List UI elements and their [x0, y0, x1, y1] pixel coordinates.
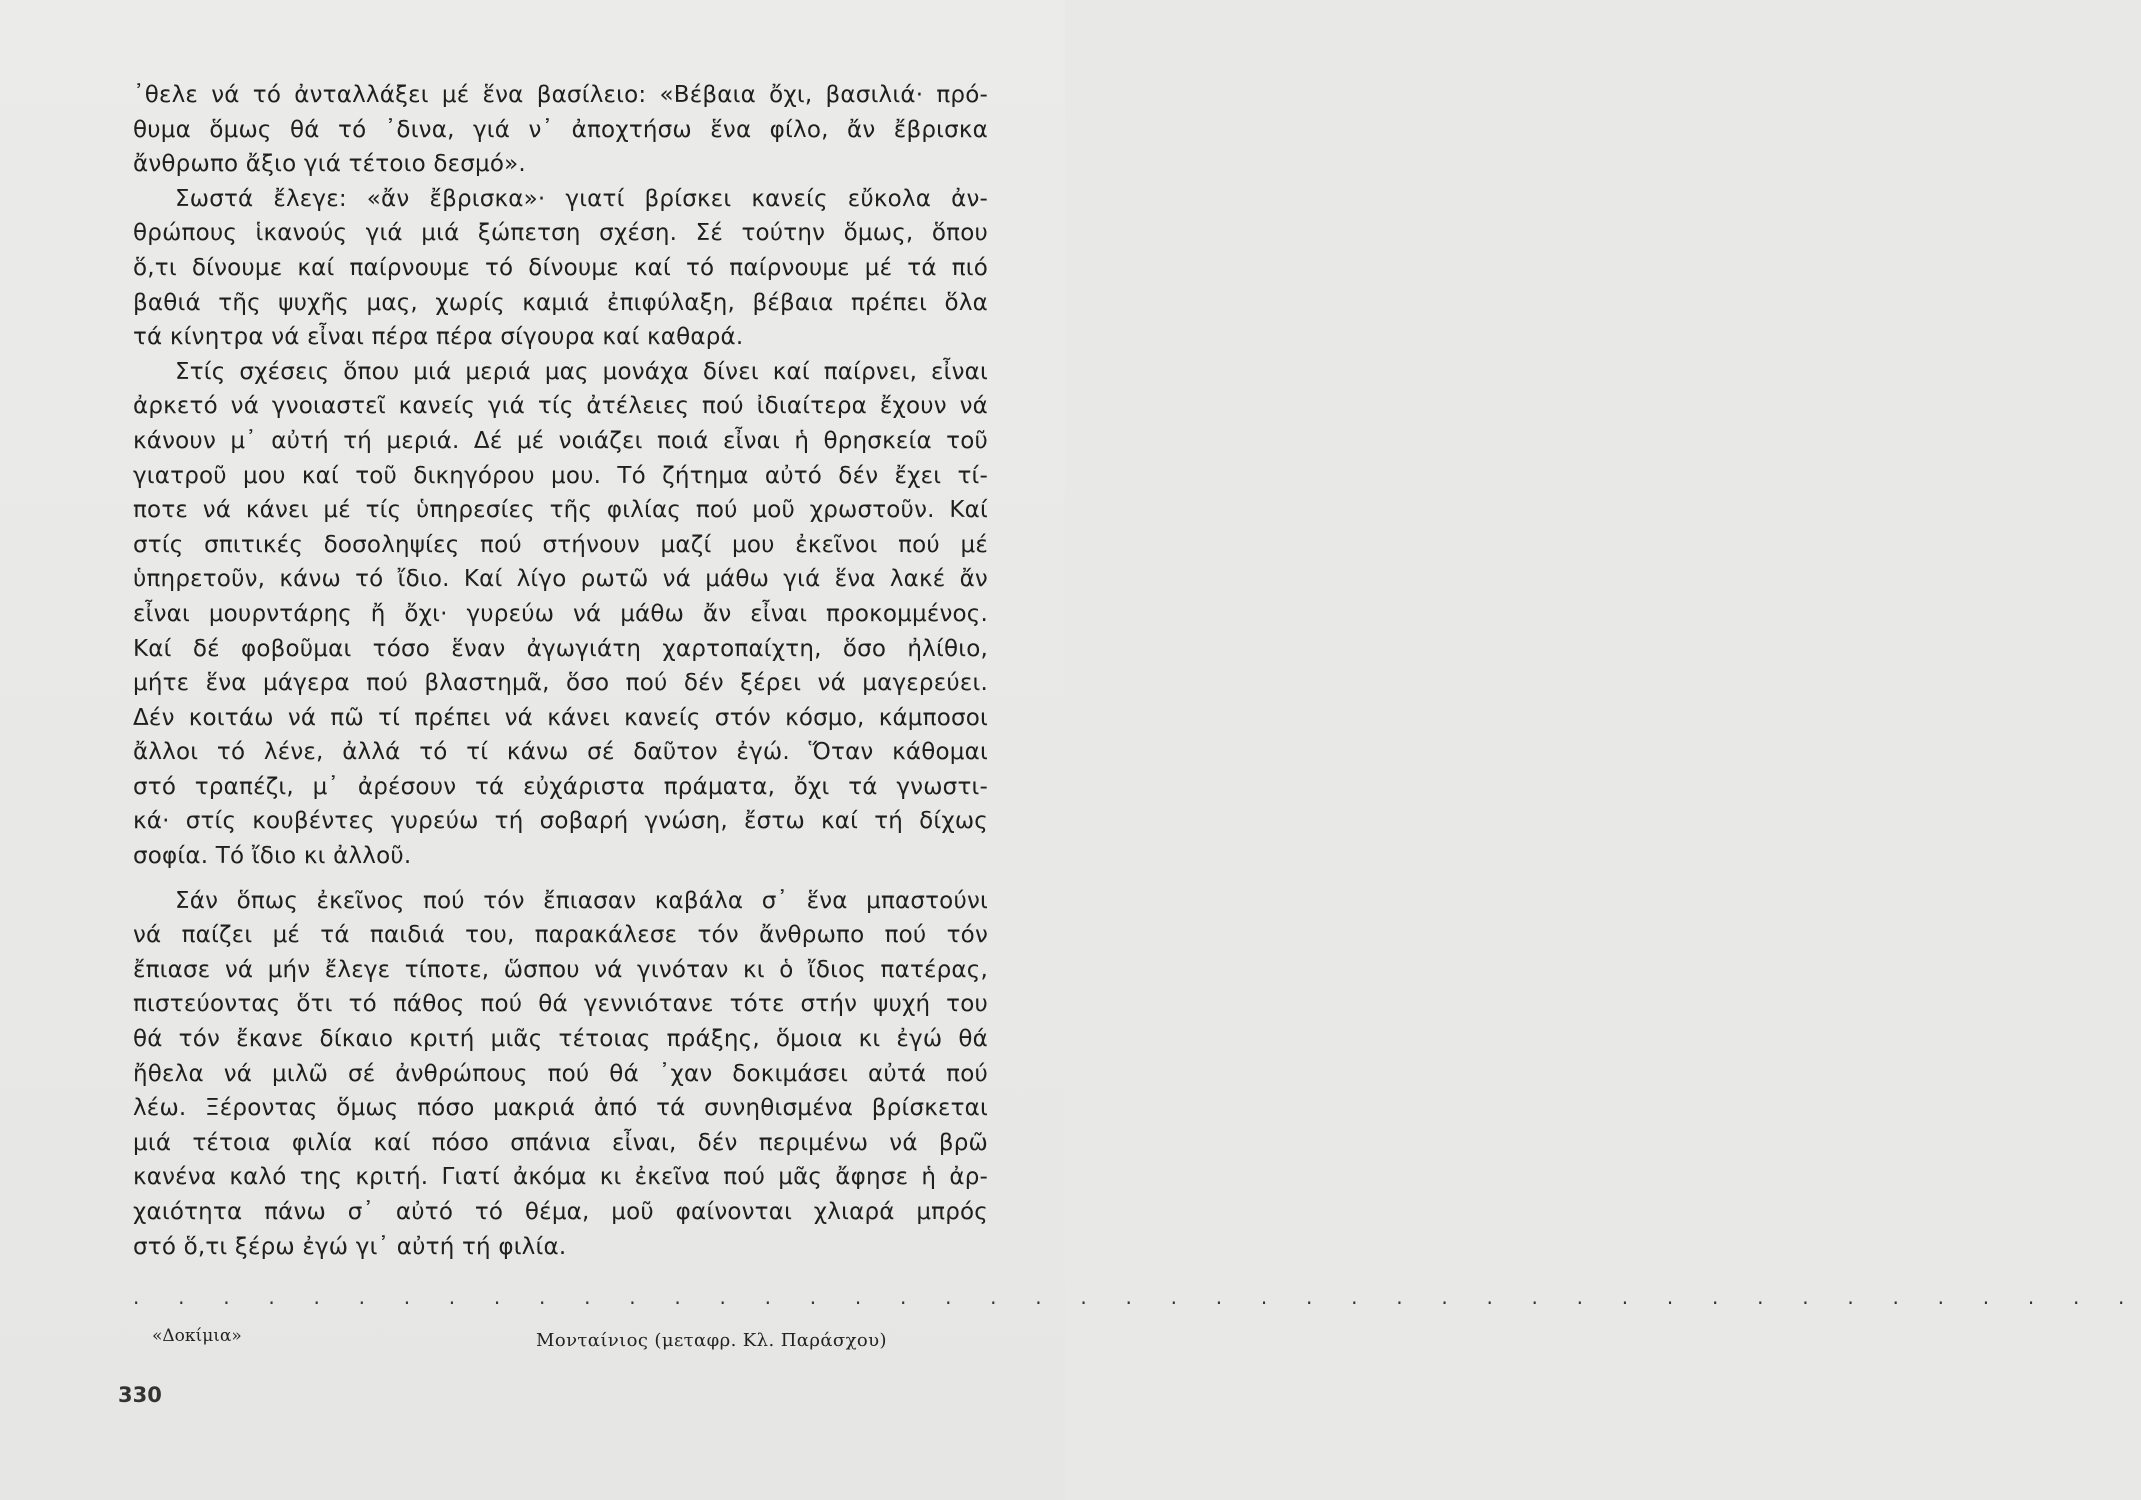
text-line: Δέν κοιτάω νά πῶ τί πρέπει νά κάνει κανείς στόν κόσμο, κάμποσοι	[133, 704, 988, 731]
text-line: μήτε ἕνα μάγερα πού βλαστημᾶ, ὅσο πού δέν ξέρει νά μαγερεύει.	[133, 670, 988, 697]
text-line: κά· στίς κουβέντες γυρεύω τή σοβαρή γνώση, ἔστω καί τή δίχως	[133, 808, 988, 835]
text-line: θά τόν ἔκανε δίκαιο κριτή μιᾶς τέτοιας πράξης, ὅμοια κι ἐγώ θά	[133, 1026, 988, 1053]
text-line: στίς σπιτικές δοσοληψίες πού στήνουν μαζί μου ἐκεῖνοι πού μέ	[133, 531, 988, 558]
page-number: 330	[118, 1383, 162, 1407]
text-line: ἄλλοι τό λένε, ἀλλά τό τί κάνω σέ δαῦτον ἐγώ. Ὅταν κάθομαι	[133, 739, 988, 766]
text-line: Σάν ὅπως ἐκεῖνος πού τόν ἔπιασαν καβάλα σ᾿ ἕνα μπαστούνι	[175, 887, 988, 914]
paragraph	[133, 182, 988, 355]
text-line: νά παίζει μέ τά παιδιά του, παρακάλεσε τόν ἄνθρωπο πού τόν	[133, 922, 988, 949]
text-line: Σωστά ἔλεγε: «ἄν ἔβρισκα»· γιατί βρίσκει κανείς εὔκολα ἀν-	[175, 185, 988, 212]
text-line: βαθιά τῆς ψυχῆς μας, χωρίς καμιά ἐπιφύλαξη, βέβαια πρέπει ὅλα	[133, 289, 988, 316]
text-line: ποτε νά κάνει μέ τίς ὑπηρεσίες τῆς φιλίας πού μοῦ χρωστοῦν. Καί	[133, 497, 988, 524]
text-line: στό τραπέζι, μ᾿ ἀρέσουν τά εὐχάριστα πράματα, ὄχι τά γνωστι-	[133, 773, 988, 800]
ellipsis-separator: . . . . . . . . . . . . . . . . . . . . . . . . . . . . . . . . . . . . . . . . . . . . .	[133, 1285, 2141, 1309]
text-line: ἀρκετό νά γνοιαστεῖ κανείς γιά τίς ἀτέλειες πού ἰδιαίτερα ἔχουν νά	[133, 393, 988, 420]
text-line: ἄνθρωπο ἄξιο γιά τέτοιο δεσμό».	[133, 151, 526, 178]
text-line: γιατροῦ μου καί τοῦ δικηγόρου μου. Τό ζήτημα αὐτό δέν ἔχει τί-	[133, 462, 988, 489]
text-line: κανένα καλό της κριτή. Γιατί ἀκόμα κι ἐκεῖνα πού μᾶς ἄφησε ἡ ἀρ-	[133, 1164, 988, 1191]
text-line: ἤθελα νά μιλῶ σέ ἀνθρώπους πού θά ᾿χαν δοκιμάσει αὐτά πού	[133, 1060, 988, 1087]
text-line: πιστεύοντας ὅτι τό πάθος πού θά γεννιότανε τότε στήν ψυχή του	[133, 991, 988, 1018]
text-line: ὑπηρετοῦν, κάνω τό ἴδιο. Καί λίγο ρωτῶ νά μάθω γιά ἕνα λακέ ἄν	[133, 566, 988, 593]
text-line: κάνουν μ᾿ αὐτή τή μεριά. Δέ μέ νοιάζει ποιά εἶναι ἡ θρησκεία τοῦ	[133, 427, 988, 454]
paragraph	[133, 884, 988, 1265]
text-line: λέω. Ξέροντας ὅμως πόσο μακριά ἀπό τά συνηθισμένα βρίσκεται	[133, 1095, 988, 1122]
text-line: Στίς σχέσεις ὅπου μιά μεριά μας μονάχα δίνει καί παίρνει, εἶναι	[175, 358, 988, 385]
body-text	[133, 78, 988, 1264]
text-line: ἔπιασε νά μήν ἔλεγε τίποτε, ὥσπου νά γινόταν κι ὁ ἴδιος πατέρας,	[133, 956, 988, 983]
source-title: «Δοκίμια»	[152, 1326, 242, 1346]
text-line: μιά τέτοια φιλία καί πόσο σπάνια εἶναι, δέν περιμένω νά βρῶ	[133, 1129, 988, 1156]
paragraph	[133, 78, 988, 182]
text-line: ὅ,τι δίνουμε καί παίρνουμε τό δίνουμε καί τό παίρνουμε μέ τά πιό	[133, 254, 988, 281]
author-attribution: Μονταίνιος (μεταφρ. Κλ. Παράσχου)	[536, 1330, 887, 1351]
text-line: Καί δέ φοβοῦμαι τόσο ἕναν ἀγωγιάτη χαρτοπαίχτη, ὅσο ἠλίθιο,	[133, 635, 988, 662]
paragraph	[133, 355, 988, 874]
text-line: τά κίνητρα νά εἶναι πέρα πέρα σίγουρα καί καθαρά.	[133, 324, 744, 351]
text-line: ᾿θελε νά τό ἀνταλλάξει μέ ἕνα βασίλειο: «Βέβαια ὄχι, βασιλιά· πρό-	[133, 82, 988, 108]
text-line: εἶναι μουρντάρης ἤ ὄχι· γυρεύω νά μάθω ἄν εἶναι προκομμένος.	[133, 600, 988, 627]
text-line: θρώπους ἱκανούς γιά μιά ξώπετση σχέση. Σέ τούτην ὅμως, ὅπου	[133, 220, 988, 247]
text-line: θυμα ὅμως θά τό ᾿δινα, γιά ν᾿ ἀποχτήσω ἕνα φίλο, ἄν ἔβρισκα	[133, 116, 988, 143]
text-line: σοφία. Τό ἴδιο κι ἀλλοῦ.	[133, 843, 412, 870]
text-line: χαιότητα πάνω σ᾿ αὐτό τό θέμα, μοῦ φαίνονται χλιαρά μπρός	[133, 1199, 988, 1225]
text-line: στό ὅ,τι ξέρω ἐγώ γι᾿ αὐτή τή φιλία.	[133, 1233, 567, 1260]
